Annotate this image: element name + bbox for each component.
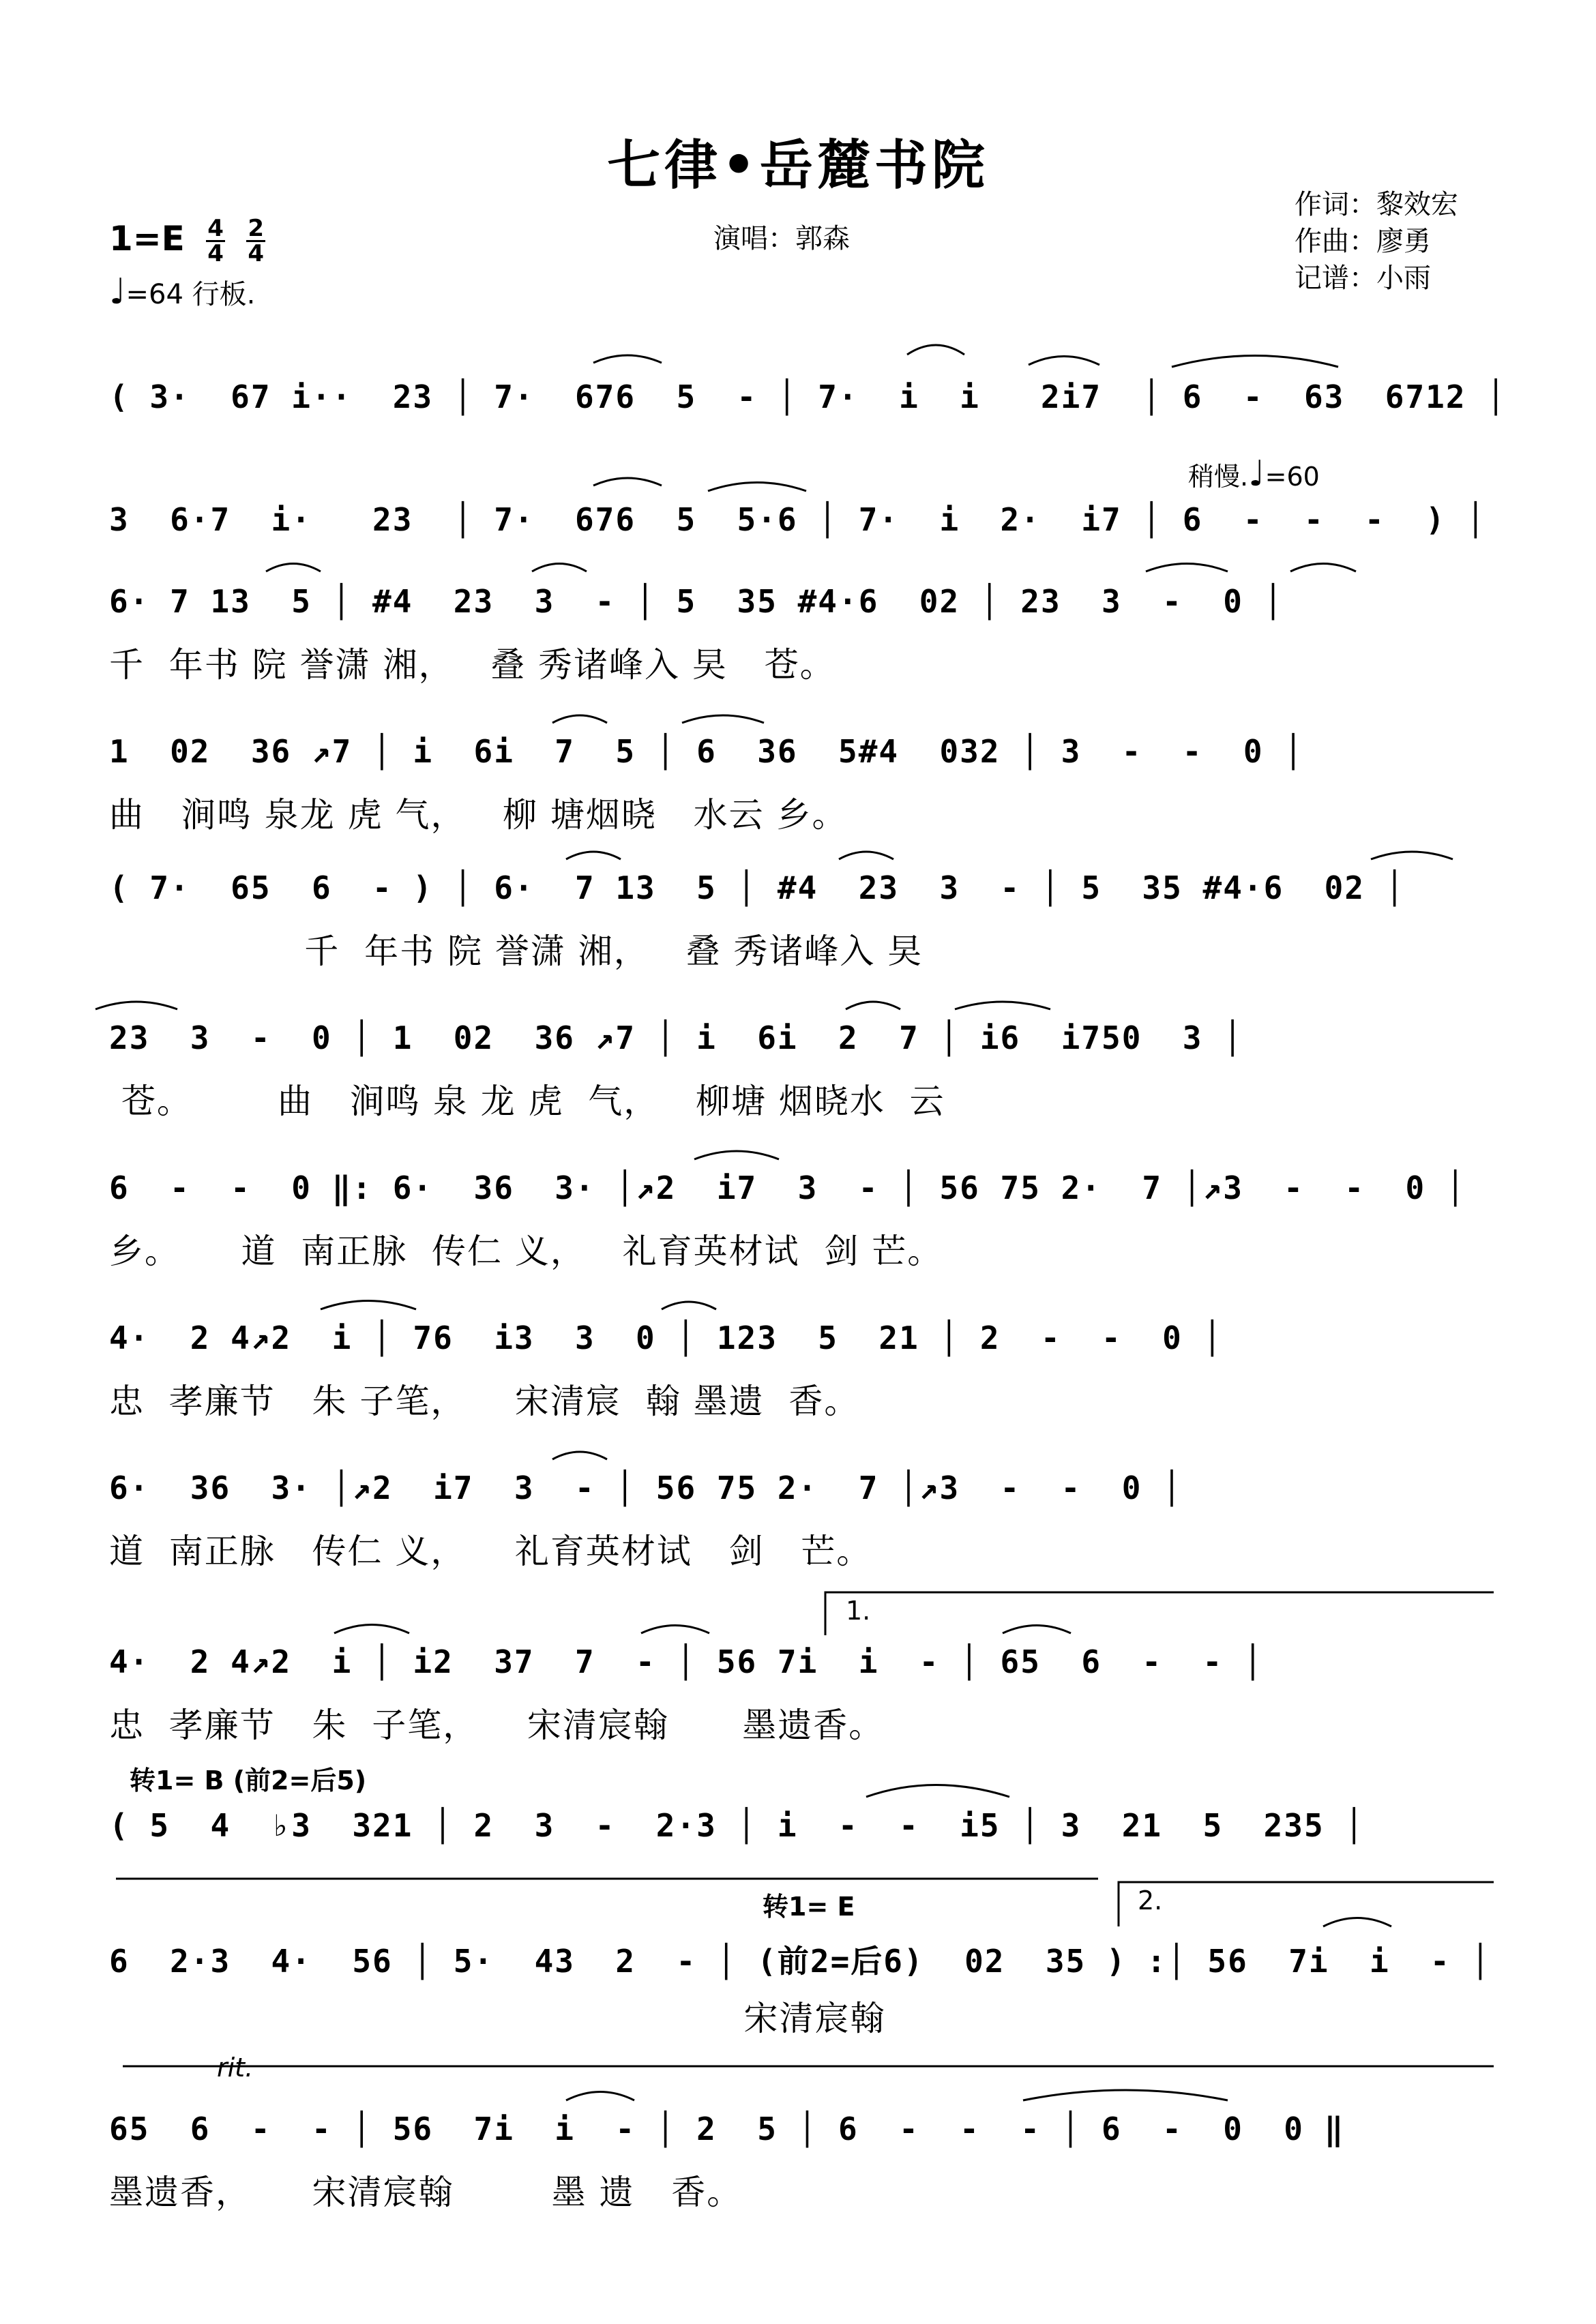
modulation-b: 转1= B (前2=后5)	[130, 1766, 367, 1796]
slur	[839, 852, 893, 859]
slur	[566, 852, 621, 859]
quarter-note-icon: ♩	[1248, 453, 1265, 494]
time-signature-4-4: $\frac{4}{4}$	[207, 215, 224, 267]
slur	[593, 478, 662, 486]
score-system-12-lyrics: 宋清宸翰	[109, 1999, 886, 2038]
ending-2-label: 2.	[1138, 1886, 1163, 1916]
composer-credit: 作曲：廖勇	[1295, 226, 1431, 257]
slur	[846, 1002, 900, 1009]
score-system-7-notes: 6 - - 0 ‖: 6· 36 3· │↗2 i7 3 - │ 56 75 2· 7 │↗3 - - 0 │	[109, 1170, 1466, 1206]
score-system-8-notes: 4· 2 4↗2 i │ 76 i3 3 0 │ 123 5 21 │ 2 - - 0 │	[109, 1320, 1224, 1356]
slur	[1172, 356, 1338, 368]
score-system-6-notes: 23 3 - 0 │ 1 02 36 ↗7 │ i 6i 2 7 │ i6 i750 3 │	[109, 1019, 1243, 1056]
slur	[708, 483, 806, 492]
slur	[552, 1452, 607, 1459]
quarter-note-icon: ♩	[109, 271, 126, 312]
key-label: 1=E	[109, 219, 185, 258]
slur	[955, 1002, 1050, 1009]
tempo-marking	[109, 271, 255, 312]
transcriber-credit: 记谱：小雨	[1295, 263, 1431, 294]
slur	[95, 1002, 177, 1009]
slur	[532, 564, 587, 572]
score-system-1-notes: ( 3· 67 i·· 23 │ 7· 676 5 - │ 7· i i 2i7 │ 6 - 63 6712 │	[109, 378, 1507, 415]
slur	[1003, 1626, 1071, 1634]
score-system-10-lyrics: 忠 孝廉节 朱 子笔， 宋清宸翰 墨遗香。	[109, 1705, 885, 1745]
slur	[1023, 2090, 1228, 2100]
modulation-e: 转1= E	[763, 1892, 855, 1922]
page-title: 七律•岳麓书院	[607, 135, 989, 196]
key-signature	[109, 217, 265, 265]
score-system-11-notes: ( 5 4 ♭3 321 │ 2 3 - 2·3 │ i - - i5 │ 3 21 5 235 │	[109, 1807, 1365, 1844]
slur	[1290, 564, 1356, 572]
score-system-5-notes: ( 7· 65 6 - ) │ 6· 7 13 5 │ #4 23 3 - │ 5 35 #4·6 02 │	[109, 869, 1406, 906]
score-system-3-lyrics: 千 年书 院 誉潇 湘， 叠 秀诸峰入 旲 苍。	[109, 645, 836, 685]
slur	[907, 345, 964, 355]
score-system-13-lyrics: 墨遗香， 宋清宸翰 墨 遗 香。	[109, 2173, 743, 2212]
slur	[321, 1301, 416, 1310]
slur	[662, 1302, 716, 1309]
score-system-2-notes: 3 6·7 i· 23 │ 7· 676 5 5·6 │ 7· i 2· i7 │ 6 - - - ) │	[109, 501, 1487, 538]
ending-1-bracket	[825, 1592, 1494, 1635]
slur	[266, 564, 321, 572]
score-system-13-notes: 65 6 - - │ 56 7i i - │ 2 5 │ 6 - - - │ 6 - 0 0 ‖	[109, 2111, 1345, 2147]
score-system-8-lyrics: 忠 孝廉节 朱 子笔， 宋清宸 翰 墨遗 香。	[109, 1382, 860, 1421]
ending-2-bracket	[1119, 1882, 1494, 1926]
slur	[1371, 852, 1453, 859]
slower-marking: 稍慢.♩=60	[1188, 453, 1320, 494]
score-system-9-notes: 6· 36 3· │↗2 i7 3 - │ 56 75 2· 7 │↗3 - - 0 │	[109, 1470, 1183, 1506]
slur	[593, 355, 662, 363]
score-system-4-notes: 1 02 36 ↗7 │ i 6i 7 5 │ 6 36 5#4 032 │ 3 - - 0 │	[109, 733, 1304, 770]
score-system-12-notes: 6 2·3 4· 56 │ 5· 43 2 - │ (前2=后6) 02 35 ) :│ 56 7i i - │	[109, 1943, 1492, 1980]
score-system-10-notes: 4· 2 4↗2 i │ i2 37 7 - │ 56 7i i - │ 65 6 - - │	[109, 1643, 1264, 1680]
tempo-text: =64 行板.	[125, 279, 256, 310]
score-system-9-lyrics: 道 南正脉 传仁 义， 礼育英材试 剑 芒。	[109, 1532, 872, 1571]
score-system-7-lyrics: 乡。 道 南正脉 传仁 义， 礼育英材试 剑 芒。	[109, 1232, 943, 1271]
slur	[694, 1151, 779, 1159]
time-signature-2-4: $\frac{2}{4}$	[248, 215, 265, 267]
singer-credit: 演唱：郭森	[713, 223, 850, 254]
lyricist-credit: 作词：黎效宏	[1295, 189, 1458, 220]
slur	[552, 715, 607, 723]
score-system-5-lyrics: 千 年书 院 誉潇 湘， 叠 秀诸峰入 旲	[109, 932, 923, 971]
score-system-4-lyrics: 曲 涧鸣 泉龙 虎 气， 柳 塘烟晓 水云 乡。	[109, 795, 848, 835]
slur	[641, 1626, 709, 1634]
slur	[334, 1625, 409, 1634]
ending-1-label: 1.	[846, 1596, 871, 1626]
slur	[1146, 564, 1228, 572]
slur	[566, 2092, 634, 2101]
score-system-6-lyrics: 苍。 曲 涧鸣 泉 龙 虎 气， 柳塘 烟晓水 云	[109, 1082, 945, 1121]
rit-marking: rit.	[217, 2053, 254, 2083]
slur	[866, 1785, 1009, 1798]
slur	[1323, 1918, 1391, 1927]
slur	[682, 715, 764, 723]
score-system-3-notes: 6· 7 13 5 │ #4 23 3 - │ 5 35 #4·6 02 │ 23 3 - 0 │	[109, 583, 1284, 620]
slur	[1029, 357, 1099, 366]
